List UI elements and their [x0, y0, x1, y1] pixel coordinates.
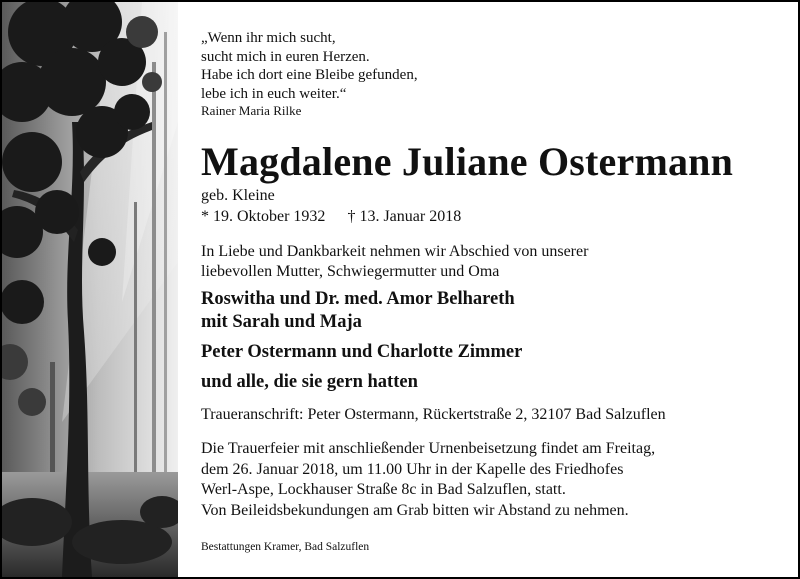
ceremony-line: Die Trauerfeier mit anschließender Urnenbeisetzung findet am Freitag, [201, 440, 656, 457]
ceremony-details [201, 439, 655, 521]
ceremony-line: dem 26. Januar 2018, um 11.00 Uhr in der Kapelle des Friedhofes [201, 460, 624, 478]
undertaker: Bestattungen Kramer, Bad Salzuflen [201, 541, 370, 553]
intro-line: In Liebe und Dankbarkeit nehmen wir Abschied von unserer [201, 243, 589, 260]
quote-line: Habe ich dort eine Bleibe gefunden, [201, 67, 418, 83]
quote-line: „Wenn ihr mich sucht, [201, 30, 336, 46]
maiden-name: geb. Kleine [201, 187, 275, 204]
quote-line: lebe ich in euch weiter.“ [201, 85, 347, 102]
quote-author: Rainer Maria Rilke [201, 103, 302, 118]
death-date: † 13. Januar 2018 [347, 208, 462, 225]
mourner-line: Peter Ostermann und Charlotte Zimmer [201, 342, 523, 362]
ceremony-line: Von Beileidsbekundungen am Grab bitten wir Abstand zu nehmen. [201, 501, 629, 519]
deceased-name: Magdalene Juliane Ostermann [201, 139, 734, 184]
mourner-line: mit Sarah und Maja [201, 312, 362, 332]
life-dates [201, 208, 461, 226]
ceremony-line: Werl-Aspe, Lockhauser Straße 8c in Bad Salzuflen, statt. [201, 481, 566, 498]
quote-line: sucht mich in euren Herzen. [201, 48, 370, 65]
birth-date: * 19. Oktober 1932 [201, 208, 326, 225]
forest-image [2, 2, 178, 577]
mourner-line: und alle, die sie gern hatten [201, 372, 418, 392]
farewell-intro [201, 242, 588, 282]
rilke-quote [201, 29, 418, 103]
notice-text [201, 2, 788, 577]
intro-line: liebevollen Mutter, Schwiegermutter und Oma [201, 263, 500, 280]
mourning-address: Traueranschrift: Peter Ostermann, Rückertstraße 2, 32107 Bad Salzuflen [201, 406, 666, 423]
mourner-line: Roswitha und Dr. med. Amor Belhareth [201, 289, 515, 309]
